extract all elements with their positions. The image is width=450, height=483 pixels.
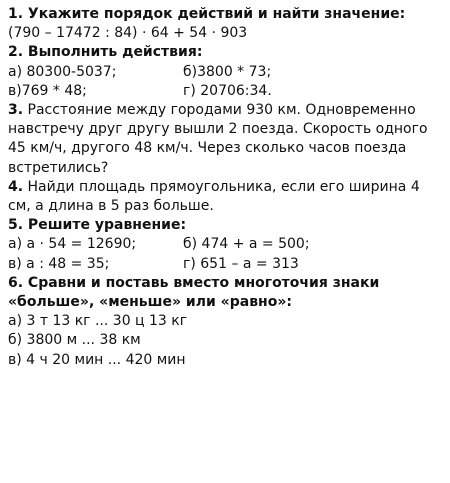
task-5-b: б) 474 + а = 500; (183, 236, 310, 253)
task-2-b: б)3800 * 73; (183, 63, 272, 80)
task-5-g: г) 651 – а = 313 (183, 255, 299, 272)
task-5-row-2 (8, 255, 442, 274)
task-1-expression: (790 – 17472 : 84) · 64 + 54 · 903 (8, 25, 248, 42)
task-5-a: а) а · 54 = 12690; (8, 236, 137, 253)
task-5-row-1 (8, 235, 442, 254)
task-5-v: в) а : 48 = 35; (8, 255, 110, 272)
task-2-row-2 (8, 82, 442, 101)
task-2-row-1 (8, 63, 442, 82)
task-3-number: 3. (8, 101, 24, 118)
task-4 (8, 178, 442, 216)
task-6 (8, 274, 442, 370)
task-2-g: г) 20706:34. (183, 82, 272, 99)
task-2-v: в)769 * 48; (8, 82, 87, 99)
task-3 (8, 101, 442, 178)
task-6-v: в) 4 ч 20 мин ... 420 мин (8, 351, 186, 368)
task-2 (8, 43, 442, 101)
task-4-text: Найди площадь прямоугольника, если его ширина 4 см, а длина в 5 раз больше. (8, 178, 420, 214)
task-6-a: а) 3 т 13 кг ... 30 ц 13 кг (8, 313, 188, 330)
task-2-title: 2. Выполнить действия: (8, 44, 203, 61)
task-5-title: 5. Решите уравнение: (8, 217, 187, 234)
task-6-title: 6. Сравни и поставь вместо многоточия знаки «больше», «меньше» или «равно»: (8, 274, 380, 310)
task-3-text: Расстояние между городами 930 км. Одновременно навстречу друг другу вышли 2 поезда. Скорость одного 45 км/ч, другого 48 км/ч. Через сколько часов поезда встретились? (8, 101, 428, 176)
task-1-title: 1. Укажите порядок действий и найти значение: (8, 6, 406, 22)
task-2-a: а) 80300-5037; (8, 63, 117, 80)
task-6-b: б) 3800 м ... 38 км (8, 332, 141, 349)
task-4-number: 4. (8, 178, 24, 195)
task-5 (8, 216, 442, 274)
task-1 (8, 5, 442, 43)
